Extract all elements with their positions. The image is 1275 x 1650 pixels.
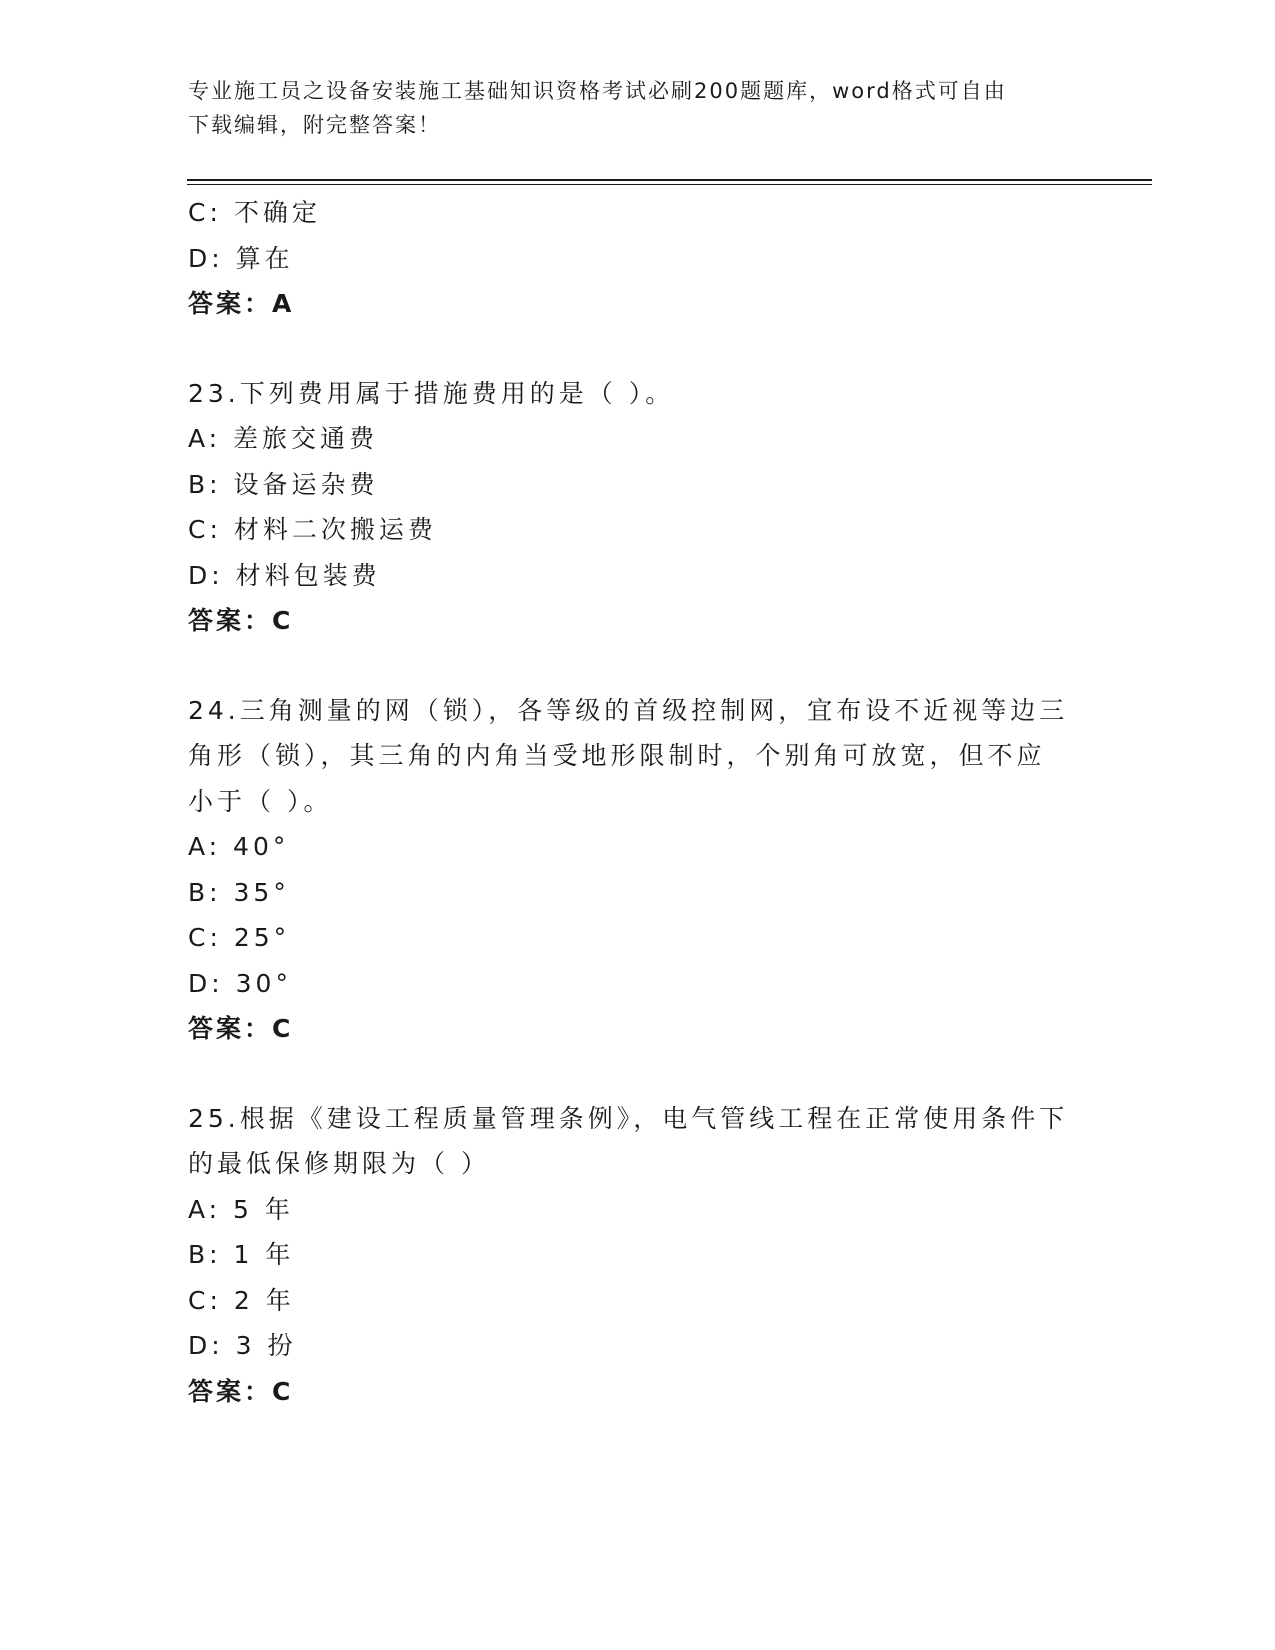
question-text-line: 24.三角测量的网（锁），各等级的首级控制网，宜布设不近视等边三: [188, 695, 1069, 725]
option-a: [188, 1187, 1088, 1233]
header-divider-thin: [187, 184, 1152, 185]
option-b: [188, 1232, 1088, 1278]
option-d: [188, 961, 1088, 1007]
option-text: 25°: [233, 923, 291, 952]
answer-line: 答案：C: [188, 1014, 294, 1043]
option-c: [188, 190, 1088, 236]
answer-line: 答案：C: [188, 1376, 294, 1406]
option-key: C:: [188, 515, 222, 544]
option-text: 2 年: [233, 1285, 295, 1315]
question-text-line: 25.根据《建设工程质量管理条例》，电气管线工程在正常使用条件下: [188, 1103, 1069, 1133]
option-text: 40°: [233, 832, 290, 861]
option-d: [188, 1323, 1088, 1369]
question-text-line: 23.下列费用属于措施费用的是（ ）。: [188, 378, 675, 408]
option-d: [188, 553, 1088, 599]
option-key: B:: [188, 877, 222, 907]
option-text: 30°: [235, 968, 292, 998]
option-key: D:: [188, 243, 224, 273]
question-text-line: 小于（ ）。: [188, 786, 333, 816]
option-text: 差旅交通费: [233, 424, 379, 453]
question-block-24: [188, 688, 1088, 1052]
option-key: B:: [188, 1240, 222, 1269]
option-key: A:: [188, 1194, 222, 1224]
question-text: [188, 1096, 1078, 1187]
question-list: [188, 190, 1088, 1458]
question-block-23: [188, 371, 1088, 644]
option-key: D:: [188, 968, 224, 998]
option-text: 设备运杂费: [233, 469, 379, 499]
option-key: C:: [188, 1285, 222, 1315]
question-text: [188, 371, 1078, 417]
option-key: D:: [188, 560, 224, 590]
option-text: 算在: [235, 243, 294, 273]
option-text: 不确定: [233, 198, 321, 227]
option-b: [188, 870, 1088, 916]
question-text-line: 的最低保修期限为（ ）: [188, 1149, 490, 1178]
option-c: [188, 915, 1088, 961]
question-text-line: 角形（锁），其三角的内角当受地形限制时，个别角可放宽，但不应: [188, 741, 1046, 770]
document-header: [188, 74, 1068, 142]
option-text: 1 年: [233, 1240, 295, 1269]
answer-line: 答案：A: [188, 289, 295, 318]
option-a: [188, 824, 1088, 870]
option-key: B:: [188, 469, 222, 499]
answer-line: 答案：C: [188, 606, 294, 635]
option-text: 材料包装费: [235, 560, 381, 590]
option-b: [188, 462, 1088, 508]
header-title-line-2: 下载编辑，附完整答案！: [188, 113, 441, 137]
option-c: [188, 1278, 1088, 1324]
option-c: [188, 507, 1088, 553]
header-title-line-1: 专业施工员之设备安装施工基础知识资格考试必刷200题题库，word格式可自由: [188, 79, 1007, 103]
option-key: C:: [188, 923, 222, 952]
option-text: 材料二次搬运费: [233, 515, 437, 544]
option-text: 5 年: [233, 1194, 294, 1224]
option-d: [188, 236, 1088, 282]
option-text: 35°: [233, 877, 290, 907]
header-divider-thick: [187, 179, 1152, 181]
option-key: A:: [188, 424, 222, 453]
option-a: [188, 416, 1088, 462]
option-text: 3 扮: [235, 1331, 297, 1360]
question-block-25: [188, 1096, 1088, 1415]
option-key: D:: [188, 1331, 224, 1360]
option-key: A:: [188, 832, 222, 861]
question-block-22: [188, 190, 1088, 327]
option-key: C:: [188, 198, 222, 227]
question-text: [188, 688, 1078, 825]
